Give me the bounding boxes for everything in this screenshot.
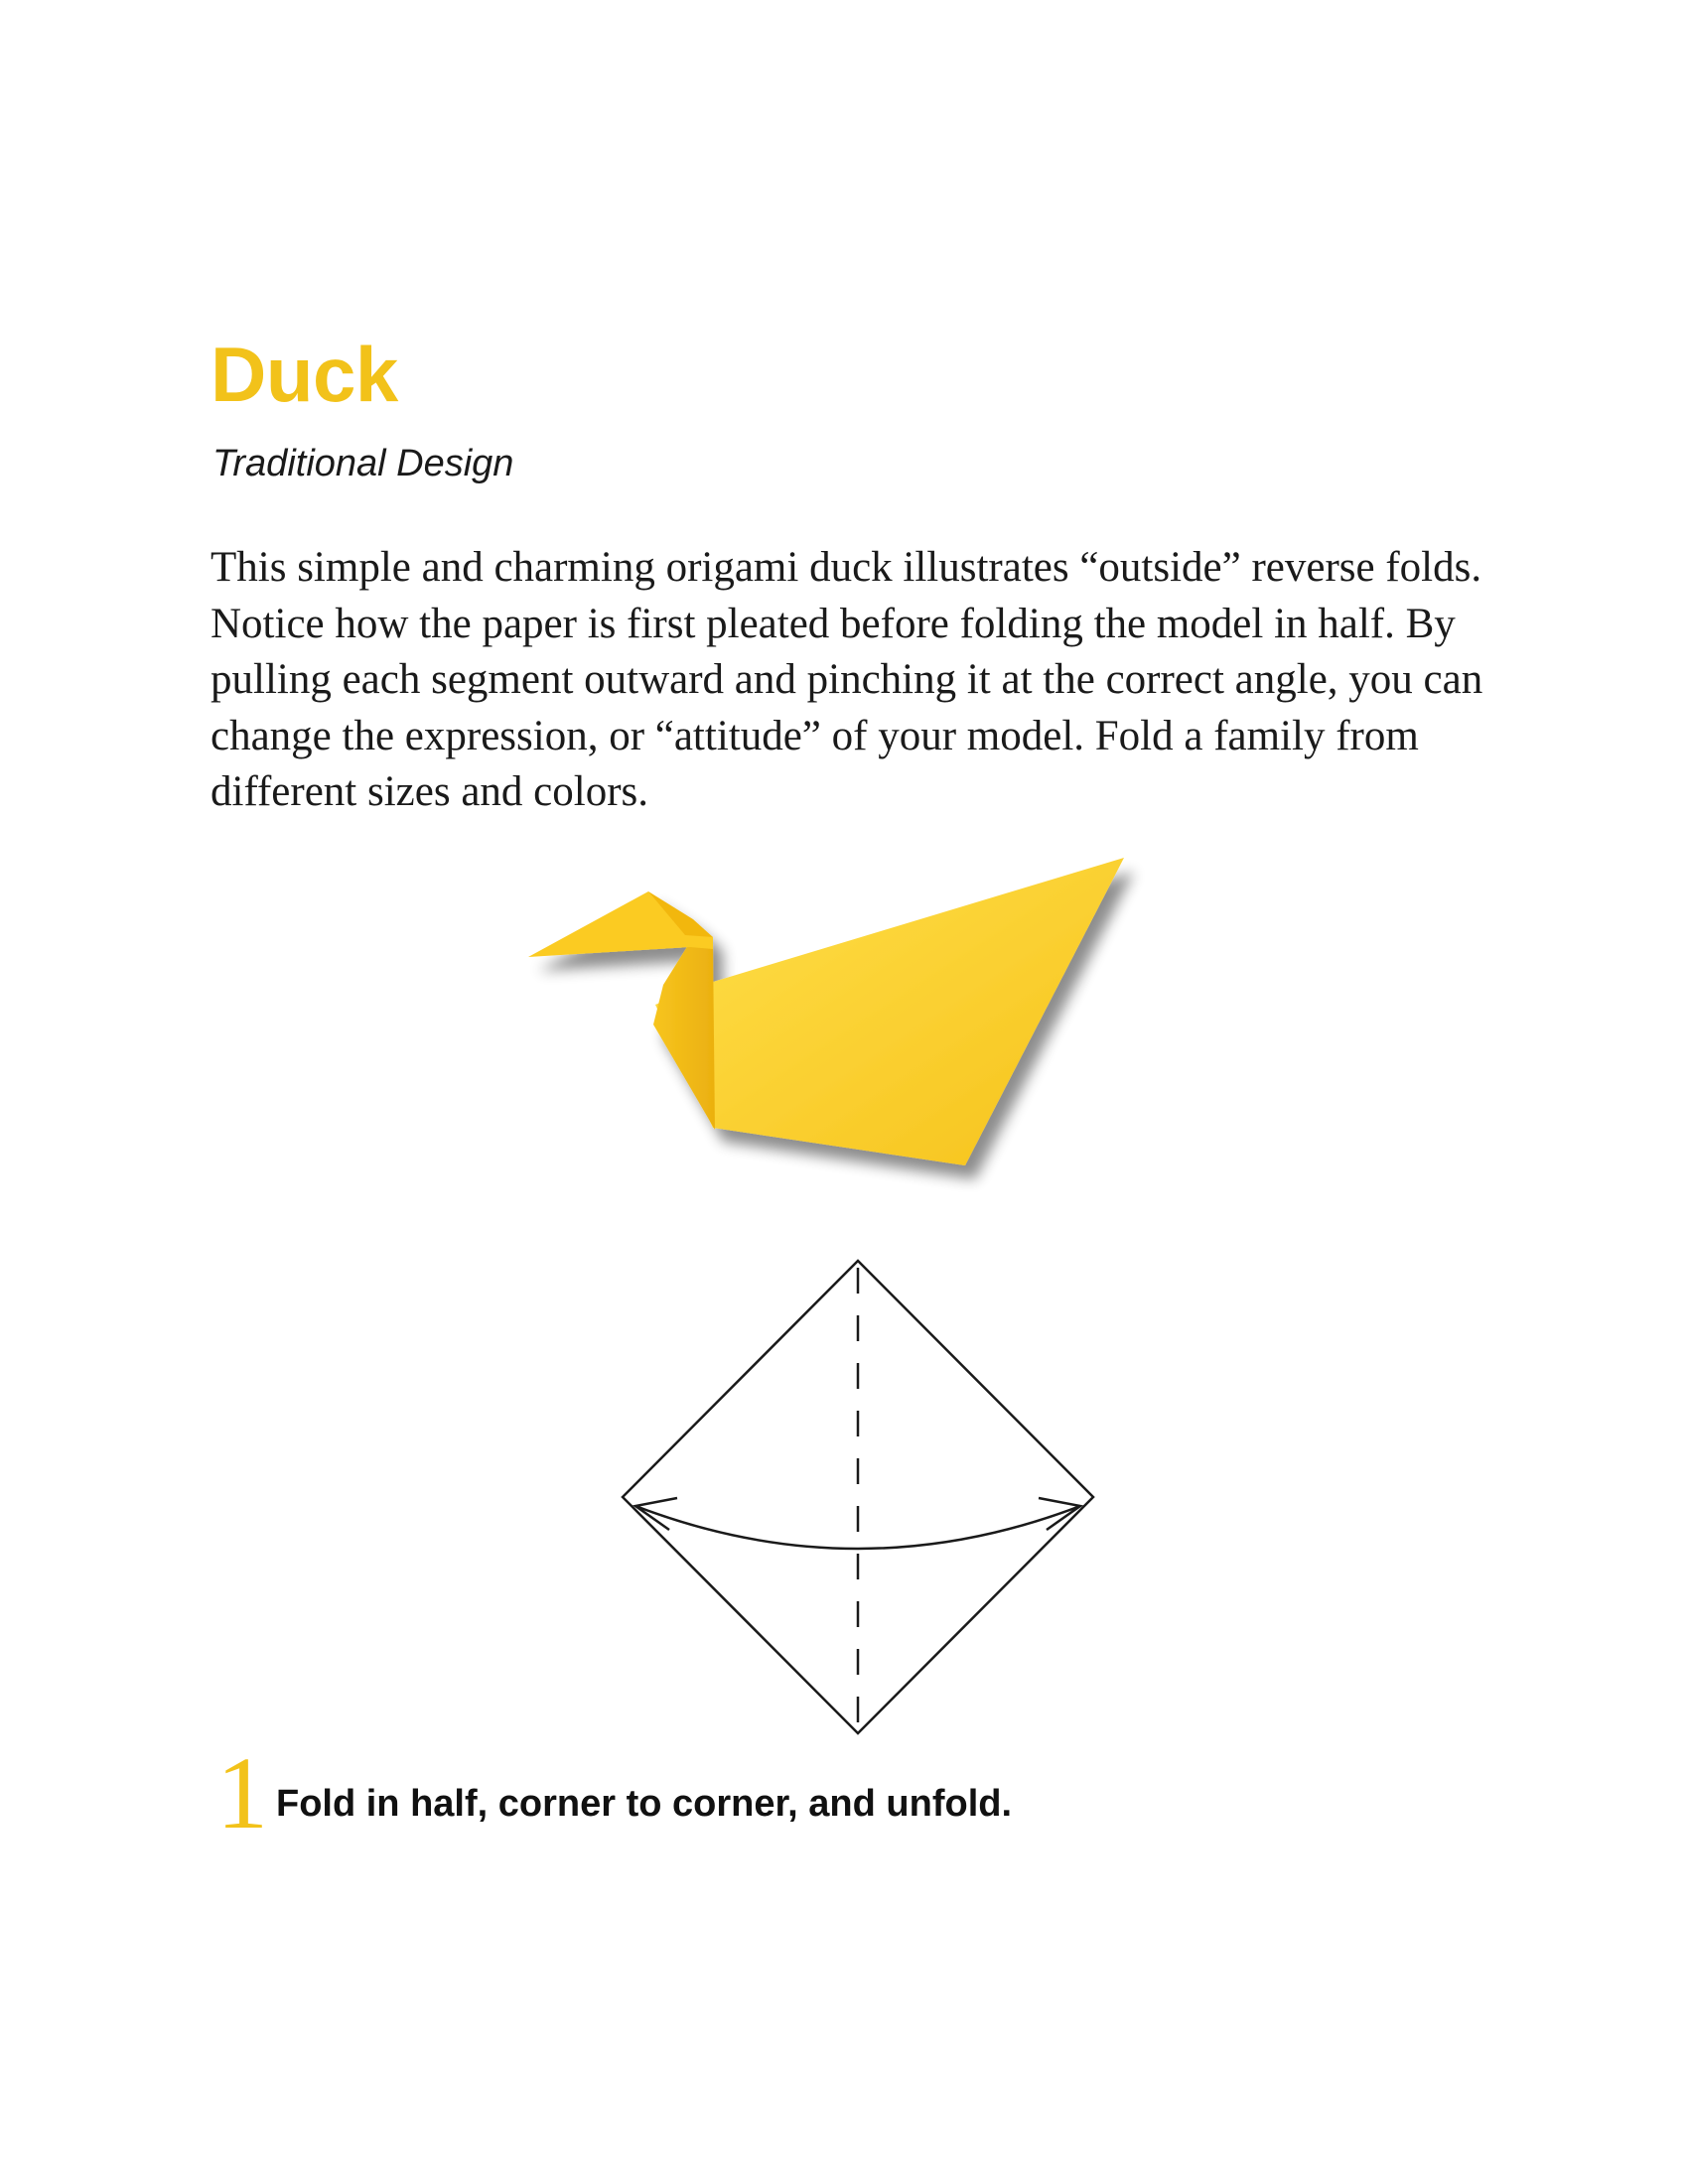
finished-duck-image bbox=[516, 854, 1172, 1211]
intro-paragraph: This simple and charming origami duck illustrates “outside” reverse folds. Notice how the paper is first pleated before folding the model in half. By pulling each segment outward and pinching it at the correct angle, you can change the expression, or “attitude” of your model. Fold a family from different sizes and colors. bbox=[211, 544, 1483, 815]
duck-neck-shape bbox=[653, 937, 715, 1130]
step-instruction: Fold in half, corner to corner, and unfold. bbox=[276, 1783, 1013, 1825]
page-title: Duck bbox=[211, 331, 398, 418]
step-1-diagram bbox=[606, 1246, 1102, 1742]
page-subtitle: Traditional Design bbox=[212, 443, 514, 484]
step-number: 1 bbox=[216, 1736, 268, 1850]
duck-body-shape bbox=[655, 858, 1124, 1165]
